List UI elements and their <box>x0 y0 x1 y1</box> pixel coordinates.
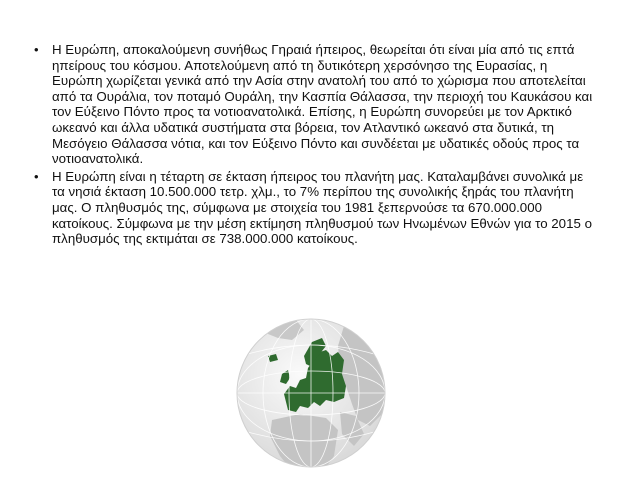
bullet-text: Η Ευρώπη είναι η τέταρτη σε έκταση ήπειρος του πλανήτη μας. Καταλαμβάνει συνολικά με τα νησιά έκταση 10.500.000 τετρ. χλμ., το 7% περίπου της συνολικής ξηράς του πλανήτη μας. Ο πληθυσμός της, σύμφωνα με στοιχεία του 1981 ξεπερνούσε τα 670.000.000 κατοίκους. Σύμφωνα με την μέση εκτίμηση πληθυσμού των Ηνωμένων Εθνών για το 2015 ο πληθυσμός της εκτιμάται σε 738.000.000 κατοίκους. <box>52 168 592 247</box>
bullet-item-europe-area-population <box>34 169 594 247</box>
bullet-item-europe-geography <box>34 42 594 167</box>
bullet-icon: • <box>34 42 39 57</box>
globe-svg <box>234 316 388 470</box>
bullet-list <box>34 42 594 249</box>
globe-europe-icon <box>234 316 388 470</box>
bullet-icon: • <box>34 168 39 184</box>
bullet-text: Η Ευρώπη, αποκαλούμενη συνήθως Γηραιά ήπειρος, θεωρείται ότι είναι μία από τις επτά ηπείρους του κόσμου. Αποτελούμενη από τη δυτικότερη χερσόνησο της Ευρασίας, η Ευρώπη χωρίζεται γενικά από την Ασία στην ανατολή του από το χώρισμα που αποτελείται από τα Ουράλια, τον ποταμό Ουράλη, την Κασπία Θάλασσα, την περιοχή του Καυκάσου και τον Εύξεινο Πόντο προς τα νοτιοανατολικά. Επίσης, η Ευρώπη συνορεύει με τον Αρκτικό ωκεανό και άλλα υδατικά συστήματα στα βόρεια, τον Ατλαντικό ωκεανό στα δυτικά, τη Μεσόγειο Θάλασσα νότια, και τον Εύξεινο Πόντο και συνδέεται με υδατικές οδούς προς τα νοτιοανατολικά. <box>52 42 593 167</box>
